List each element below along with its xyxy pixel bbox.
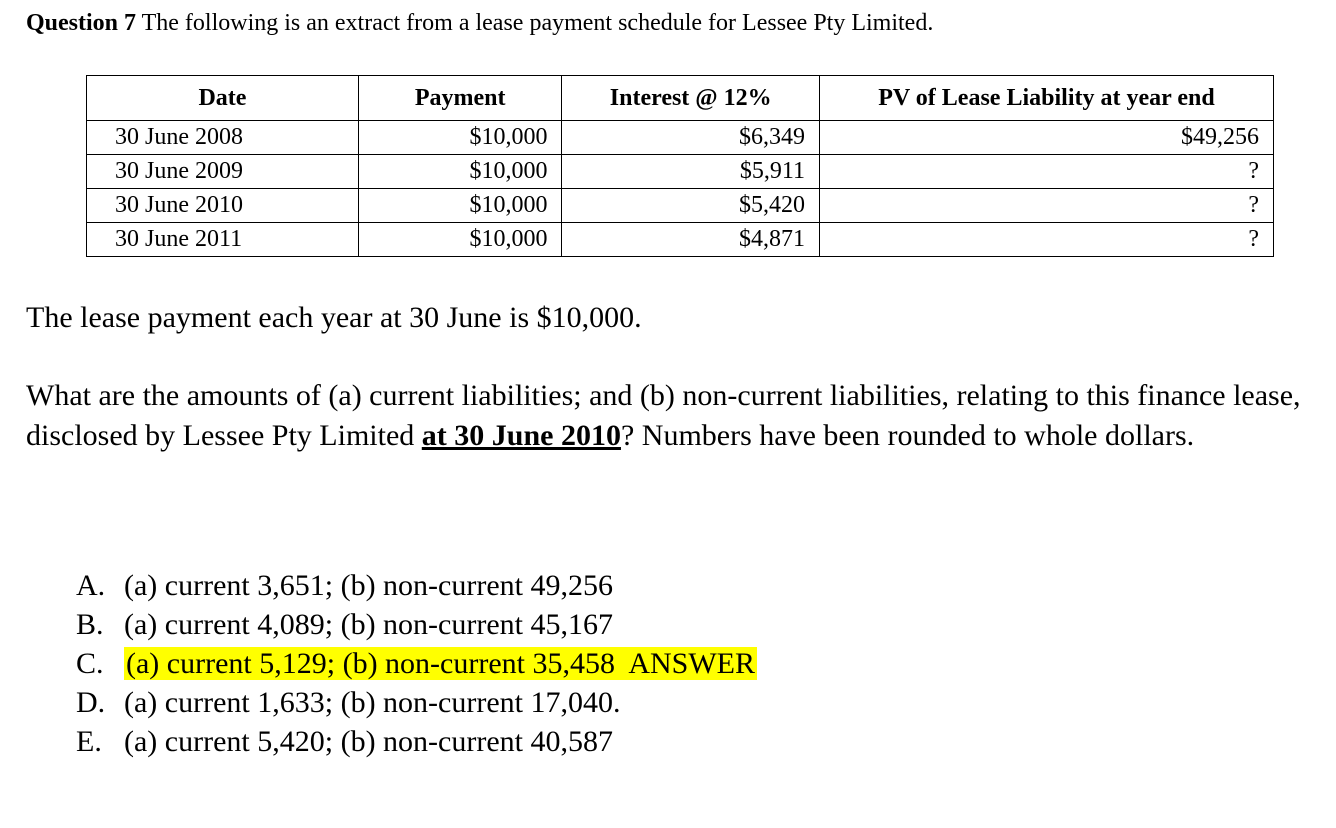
question-prompt xyxy=(26,376,1316,456)
question-title xyxy=(26,8,933,38)
cell-interest: $5,420 xyxy=(562,189,819,223)
option-text: (a) current 5,420; (b) non-current 40,587 xyxy=(124,725,613,758)
cell-pv: ? xyxy=(819,155,1273,189)
option-c[interactable] xyxy=(76,644,757,683)
cell-payment: $10,000 xyxy=(358,121,562,155)
cell-date: 30 June 2008 xyxy=(87,121,359,155)
answer-options xyxy=(76,566,757,761)
option-b[interactable] xyxy=(76,605,757,644)
cell-payment: $10,000 xyxy=(358,189,562,223)
cell-date: 30 June 2009 xyxy=(87,155,359,189)
cell-interest: $6,349 xyxy=(562,121,819,155)
cell-payment: $10,000 xyxy=(358,223,562,257)
prompt-date-emphasis: at 30 June 2010 xyxy=(421,419,621,452)
table-header-row xyxy=(87,76,1274,121)
header-interest: Interest @ 12% xyxy=(562,76,819,121)
header-payment: Payment xyxy=(358,76,562,121)
option-letter: B. xyxy=(76,608,104,641)
cell-interest: $5,911 xyxy=(562,155,819,189)
prompt-text-end: ? Numbers have been rounded to whole dollars. xyxy=(620,419,1195,452)
table-row xyxy=(87,155,1274,189)
question-intro: The following is an extract from a lease payment schedule for Lessee Pty Limited. xyxy=(141,10,934,36)
option-letter: D. xyxy=(76,686,106,719)
option-text: (a) current 4,089; (b) non-current 45,167 xyxy=(124,608,613,641)
option-e[interactable] xyxy=(76,722,757,761)
option-text: (a) current 1,633; (b) non-current 17,040. xyxy=(124,686,621,719)
cell-date: 30 June 2010 xyxy=(87,189,359,223)
option-text: (a) current 3,651; (b) non-current 49,256 xyxy=(124,569,613,602)
option-letter: C. xyxy=(76,647,104,680)
option-text-highlighted: (a) current 5,129; (b) non-current 35,458 ANSWER xyxy=(126,647,756,680)
header-pv: PV of Lease Liability at year end xyxy=(819,76,1273,121)
header-date: Date xyxy=(87,76,359,121)
option-letter: E. xyxy=(76,725,102,758)
cell-date: 30 June 2011 xyxy=(87,223,359,257)
prompt-text-start: What are the amounts of (a) current liabilities; and (b) non-current liabilities, relating to this finance lease, disclosed by Lessee Pty Limited xyxy=(26,379,1301,452)
cell-pv: ? xyxy=(819,223,1273,257)
cell-pv: $49,256 xyxy=(819,121,1273,155)
cell-payment: $10,000 xyxy=(358,155,562,189)
option-a[interactable] xyxy=(76,566,757,605)
payment-note: The lease payment each year at 30 June is $10,000. xyxy=(26,301,642,334)
option-letter: A. xyxy=(76,569,106,602)
question-number: Question 7 xyxy=(26,10,137,36)
cell-pv: ? xyxy=(819,189,1273,223)
lease-schedule-table xyxy=(86,75,1274,257)
option-d[interactable] xyxy=(76,683,757,722)
table-row xyxy=(87,223,1274,257)
table-row xyxy=(87,189,1274,223)
cell-interest: $4,871 xyxy=(562,223,819,257)
table-row xyxy=(87,121,1274,155)
